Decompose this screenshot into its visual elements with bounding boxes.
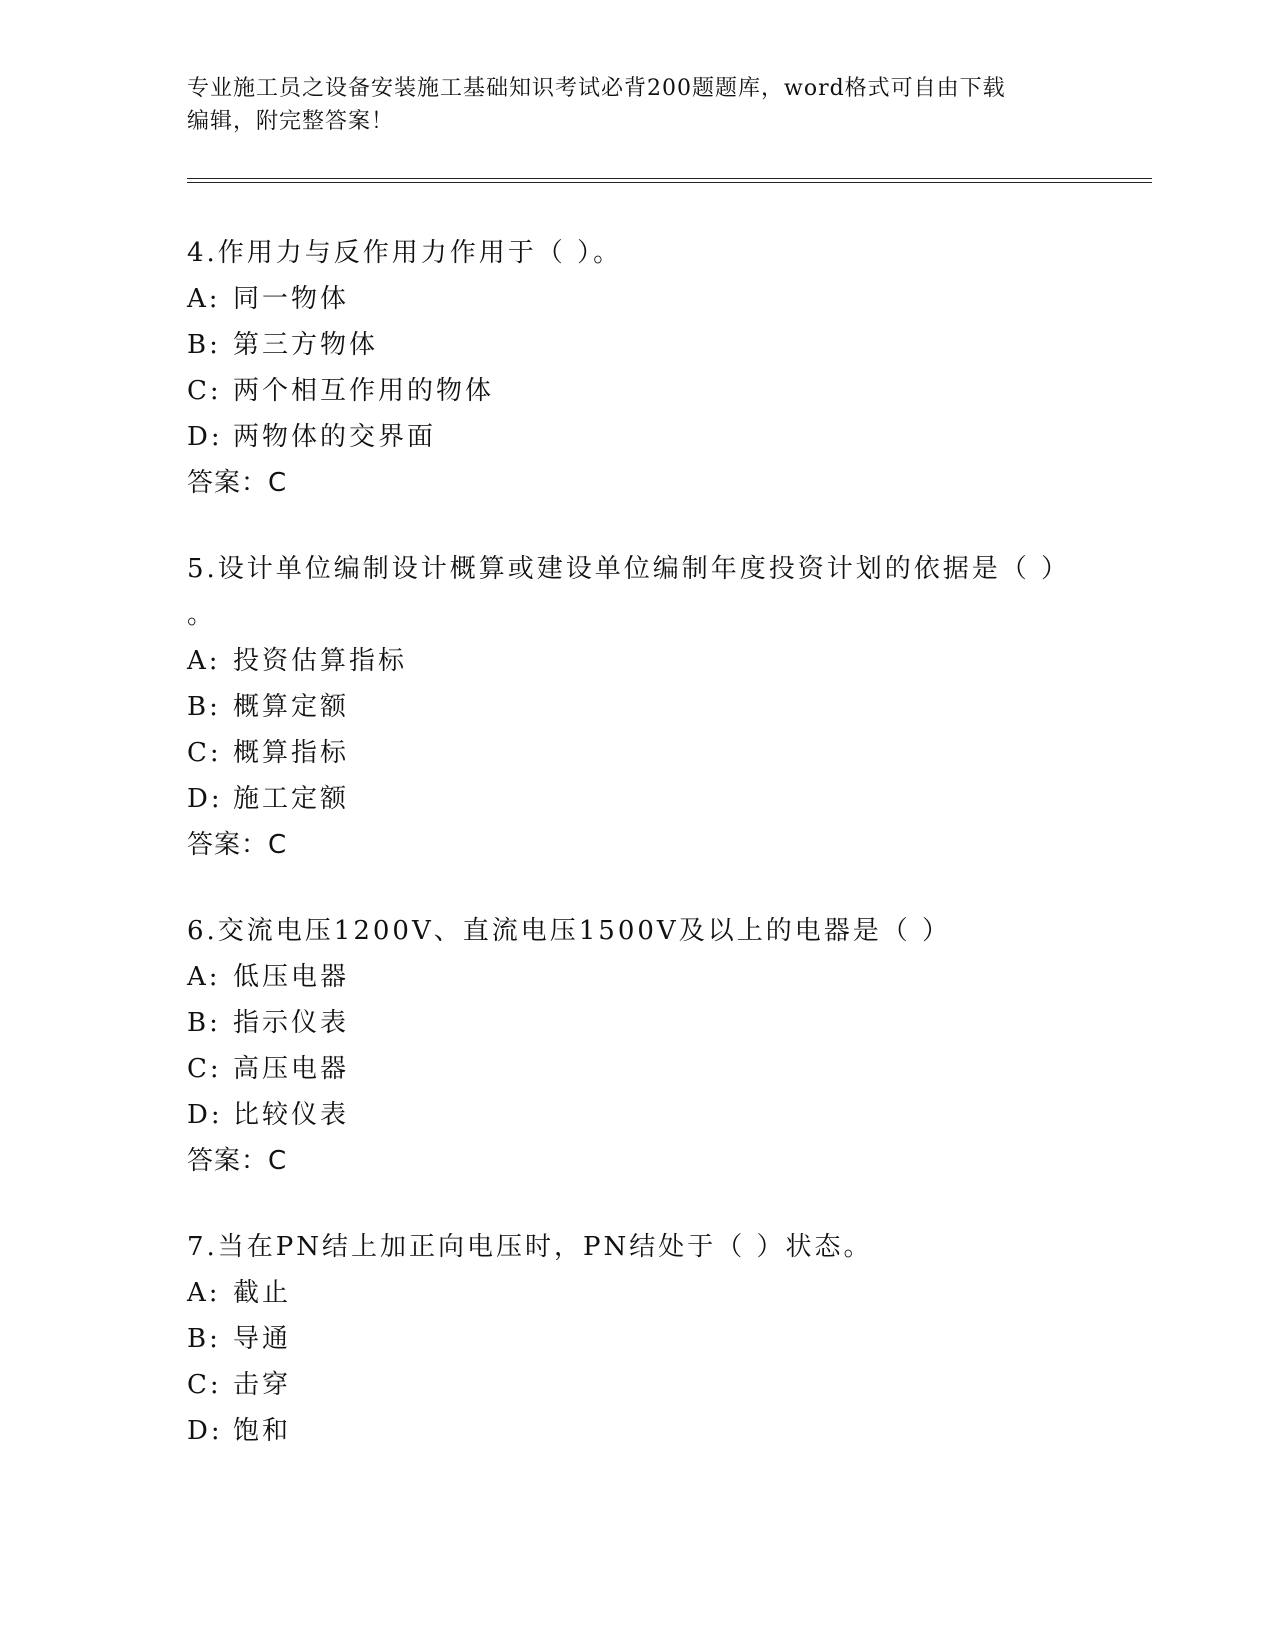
option-b: [187, 684, 1087, 730]
option-text: 概算定额: [233, 692, 350, 722]
option-key: B:: [187, 330, 221, 360]
option-d: [187, 1092, 1087, 1138]
option-key: C:: [187, 376, 222, 406]
question-7: [187, 1224, 1087, 1454]
option-key: C:: [187, 1054, 222, 1084]
option-text: 击穿: [233, 1370, 292, 1400]
option-text: 低压电器: [233, 962, 350, 992]
option-key: B:: [187, 1324, 221, 1354]
option-text: 概算指标: [233, 738, 350, 768]
option-text: 两个相互作用的物体: [233, 376, 495, 406]
option-c: [187, 368, 1087, 414]
option-a: [187, 638, 1087, 684]
question-6: [187, 908, 1087, 1184]
option-text: 施工定额: [233, 784, 350, 814]
option-a: [187, 1270, 1087, 1316]
option-text: 投资估算指标: [233, 646, 408, 676]
option-key: D:: [187, 1100, 223, 1130]
option-d: [187, 1408, 1087, 1454]
option-key: D:: [187, 422, 223, 452]
option-key: A:: [187, 284, 221, 314]
header-divider-top: [187, 178, 1152, 179]
option-text: 饱和: [233, 1416, 292, 1446]
header-title-line-2: 编辑，附完整答案！: [187, 109, 395, 134]
question-text: 6.交流电压1200V、直流电压1500V及以上的电器是（ ）: [187, 916, 951, 946]
question-text: 4.作用力与反作用力作用于（ ）。: [187, 238, 623, 268]
option-d: [187, 414, 1087, 460]
header-title-line-1: 专业施工员之设备安装施工基础知识考试必背200题题库，word格式可自由下载: [187, 76, 1006, 101]
document-header: [187, 72, 1087, 138]
option-text: 指示仪表: [233, 1008, 350, 1038]
option-c: [187, 730, 1087, 776]
header-divider-bottom: [187, 182, 1152, 183]
option-text: 高压电器: [233, 1054, 350, 1084]
option-a: [187, 276, 1087, 322]
option-b: [187, 1316, 1087, 1362]
answer-line: 答案：C: [187, 468, 288, 498]
option-key: A:: [187, 1278, 221, 1308]
option-key: C:: [187, 1370, 222, 1400]
option-b: [187, 322, 1087, 368]
option-key: D:: [187, 784, 223, 814]
question-text: 5.设计单位编制设计概算或建设单位编制年度投资计划的依据是（ ）: [187, 554, 1071, 584]
option-text: 比较仪表: [233, 1100, 350, 1130]
answer-line: 答案：C: [187, 830, 288, 860]
option-key: B:: [187, 692, 221, 722]
option-key: C:: [187, 738, 222, 768]
option-d: [187, 776, 1087, 822]
option-text: 截止: [233, 1278, 292, 1308]
option-c: [187, 1046, 1087, 1092]
option-key: A:: [187, 962, 221, 992]
option-key: D:: [187, 1416, 223, 1446]
option-text: 第三方物体: [233, 330, 379, 360]
question-4: [187, 230, 1087, 506]
question-text-continuation: 。: [187, 600, 217, 630]
option-c: [187, 1362, 1087, 1408]
answer-line: 答案：C: [187, 1146, 288, 1176]
option-key: A:: [187, 646, 221, 676]
option-key: B:: [187, 1008, 221, 1038]
option-text: 导通: [233, 1324, 292, 1354]
question-list: [187, 230, 1087, 1494]
option-text: 同一物体: [233, 284, 350, 314]
option-a: [187, 954, 1087, 1000]
option-text: 两物体的交界面: [233, 422, 437, 452]
question-text: 7.当在PN结上加正向电压时，PN结处于（ ）状态。: [187, 1232, 873, 1262]
option-b: [187, 1000, 1087, 1046]
question-5: [187, 546, 1087, 868]
